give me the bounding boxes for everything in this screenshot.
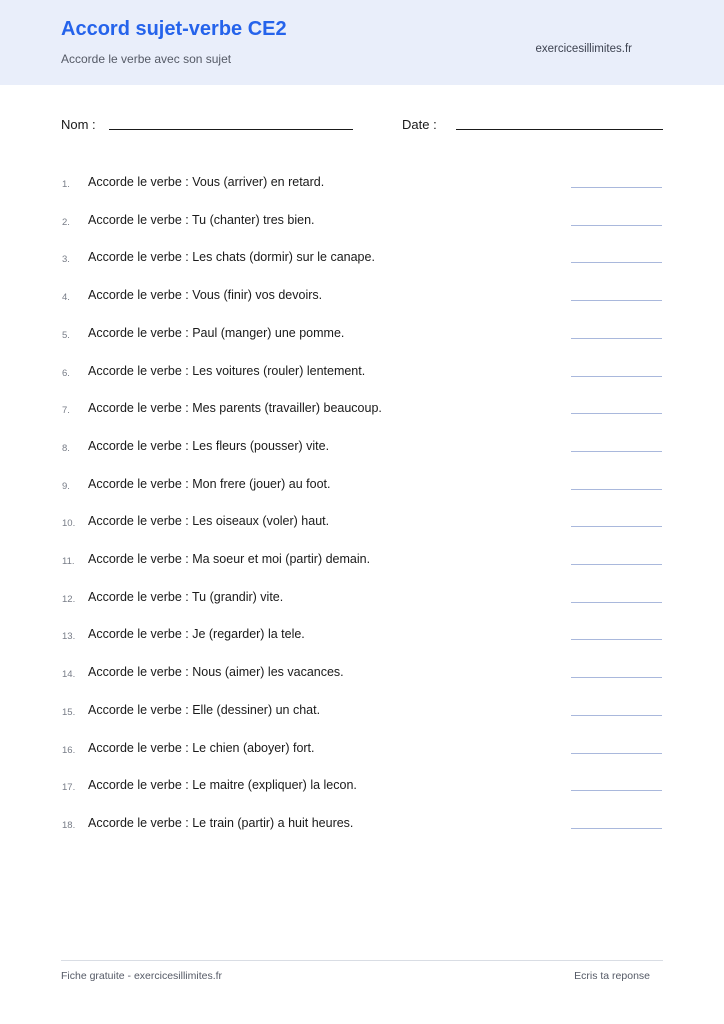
question-text: Accorde le verbe : Le train (partir) a huit heures.: [88, 815, 354, 830]
answer-line[interactable]: [571, 677, 662, 678]
answer-line[interactable]: [571, 413, 662, 414]
name-field-line[interactable]: [109, 129, 353, 130]
question-text: Accorde le verbe : Vous (finir) vos devoirs.: [88, 288, 323, 303]
question-row: [0, 551, 724, 575]
site-name: exercicesillimites.fr: [535, 43, 632, 55]
question-row: [0, 363, 724, 387]
page-header: [0, 0, 724, 85]
question-text: Accorde le verbe : Mes parents (travailler) beaucoup.: [88, 401, 382, 416]
question-number: 16.: [62, 744, 76, 756]
question-number: 1.: [62, 179, 70, 190]
question-row: [0, 212, 724, 236]
question-text: Accorde le verbe : Nous (aimer) les vacances.: [88, 665, 344, 680]
question-row: [0, 249, 724, 273]
question-number: 9.: [62, 480, 70, 492]
question-row: [0, 438, 724, 462]
answer-line[interactable]: [571, 300, 662, 301]
question-row: [0, 740, 724, 764]
question-number: 7.: [62, 405, 70, 417]
question-text: Accorde le verbe : Les voitures (rouler) lentement.: [88, 363, 366, 378]
question-number: 11.: [62, 556, 75, 567]
answer-line[interactable]: [571, 262, 662, 263]
question-text: Accorde le verbe : Paul (manger) une pomme.: [88, 325, 345, 340]
footer-left-text: Fiche gratuite - exercicesillimites.fr: [61, 970, 223, 982]
question-number: 8.: [62, 442, 70, 454]
question-row: [0, 815, 724, 839]
question-number: 5.: [62, 329, 70, 341]
question-number: 15.: [62, 706, 76, 718]
question-text: Accorde le verbe : Tu (grandir) vite.: [88, 589, 284, 604]
question-number: 17.: [62, 782, 76, 794]
question-row: [0, 325, 724, 349]
question-row: [0, 626, 724, 650]
question-number: 3.: [62, 254, 70, 266]
question-row: [0, 777, 724, 801]
question-number: 12.: [62, 593, 76, 605]
question-text: Accorde le verbe : Le chien (aboyer) fort.: [88, 740, 315, 755]
question-text: Accorde le verbe : Les oiseaux (voler) haut.: [88, 514, 330, 529]
worksheet-subtitle: Accorde le verbe avec son sujet: [61, 52, 232, 66]
answer-line[interactable]: [571, 753, 662, 754]
answer-line[interactable]: [571, 828, 662, 829]
answer-line[interactable]: [571, 526, 662, 527]
question-text: Accorde le verbe : Elle (dessiner) un chat.: [88, 702, 321, 717]
name-label: Nom :: [61, 117, 96, 132]
answer-line[interactable]: [571, 187, 662, 188]
question-text: Accorde le verbe : Mon frere (jouer) au foot.: [88, 476, 331, 491]
worksheet-title: Accord sujet-verbe CE2: [61, 18, 287, 40]
question-number: 4.: [62, 292, 70, 304]
answer-line[interactable]: [571, 639, 662, 640]
date-label: Date :: [402, 117, 437, 132]
answer-line[interactable]: [571, 376, 662, 377]
question-row: [0, 476, 724, 500]
footer-divider: [61, 960, 663, 961]
answer-line[interactable]: [571, 225, 662, 226]
question-row: [0, 513, 724, 537]
question-row: [0, 702, 724, 726]
question-number: 2.: [62, 216, 70, 228]
question-number: 13.: [62, 631, 76, 643]
question-text: Accorde le verbe : Ma soeur et moi (partir) demain.: [88, 552, 371, 566]
answer-line[interactable]: [571, 715, 662, 716]
question-text: Accorde le verbe : Les chats (dormir) sur le canape.: [88, 250, 375, 265]
question-number: 18.: [62, 819, 76, 831]
answer-line[interactable]: [571, 564, 662, 565]
question-number: 14.: [62, 669, 76, 681]
question-row: [0, 174, 724, 198]
question-row: [0, 589, 724, 613]
answer-line[interactable]: [571, 338, 662, 339]
question-number: 6.: [62, 367, 70, 379]
question-row: [0, 287, 724, 311]
question-row: [0, 664, 724, 688]
footer-right-text: Ecris ta reponse: [574, 970, 650, 982]
answer-line[interactable]: [571, 790, 662, 791]
question-row: [0, 400, 724, 424]
answer-line[interactable]: [571, 451, 662, 452]
question-text: Accorde le verbe : Vous (arriver) en retard.: [88, 175, 325, 189]
answer-line[interactable]: [571, 602, 662, 603]
question-text: Accorde le verbe : Le maitre (expliquer) la lecon.: [88, 778, 357, 793]
question-text: Accorde le verbe : Je (regarder) la tele.: [88, 627, 305, 642]
date-field-line[interactable]: [456, 129, 663, 130]
answer-line[interactable]: [571, 489, 662, 490]
question-number: 10.: [62, 518, 76, 530]
question-text: Accorde le verbe : Les fleurs (pousser) vite.: [88, 438, 330, 453]
question-text: Accorde le verbe : Tu (chanter) tres bien.: [88, 212, 315, 227]
